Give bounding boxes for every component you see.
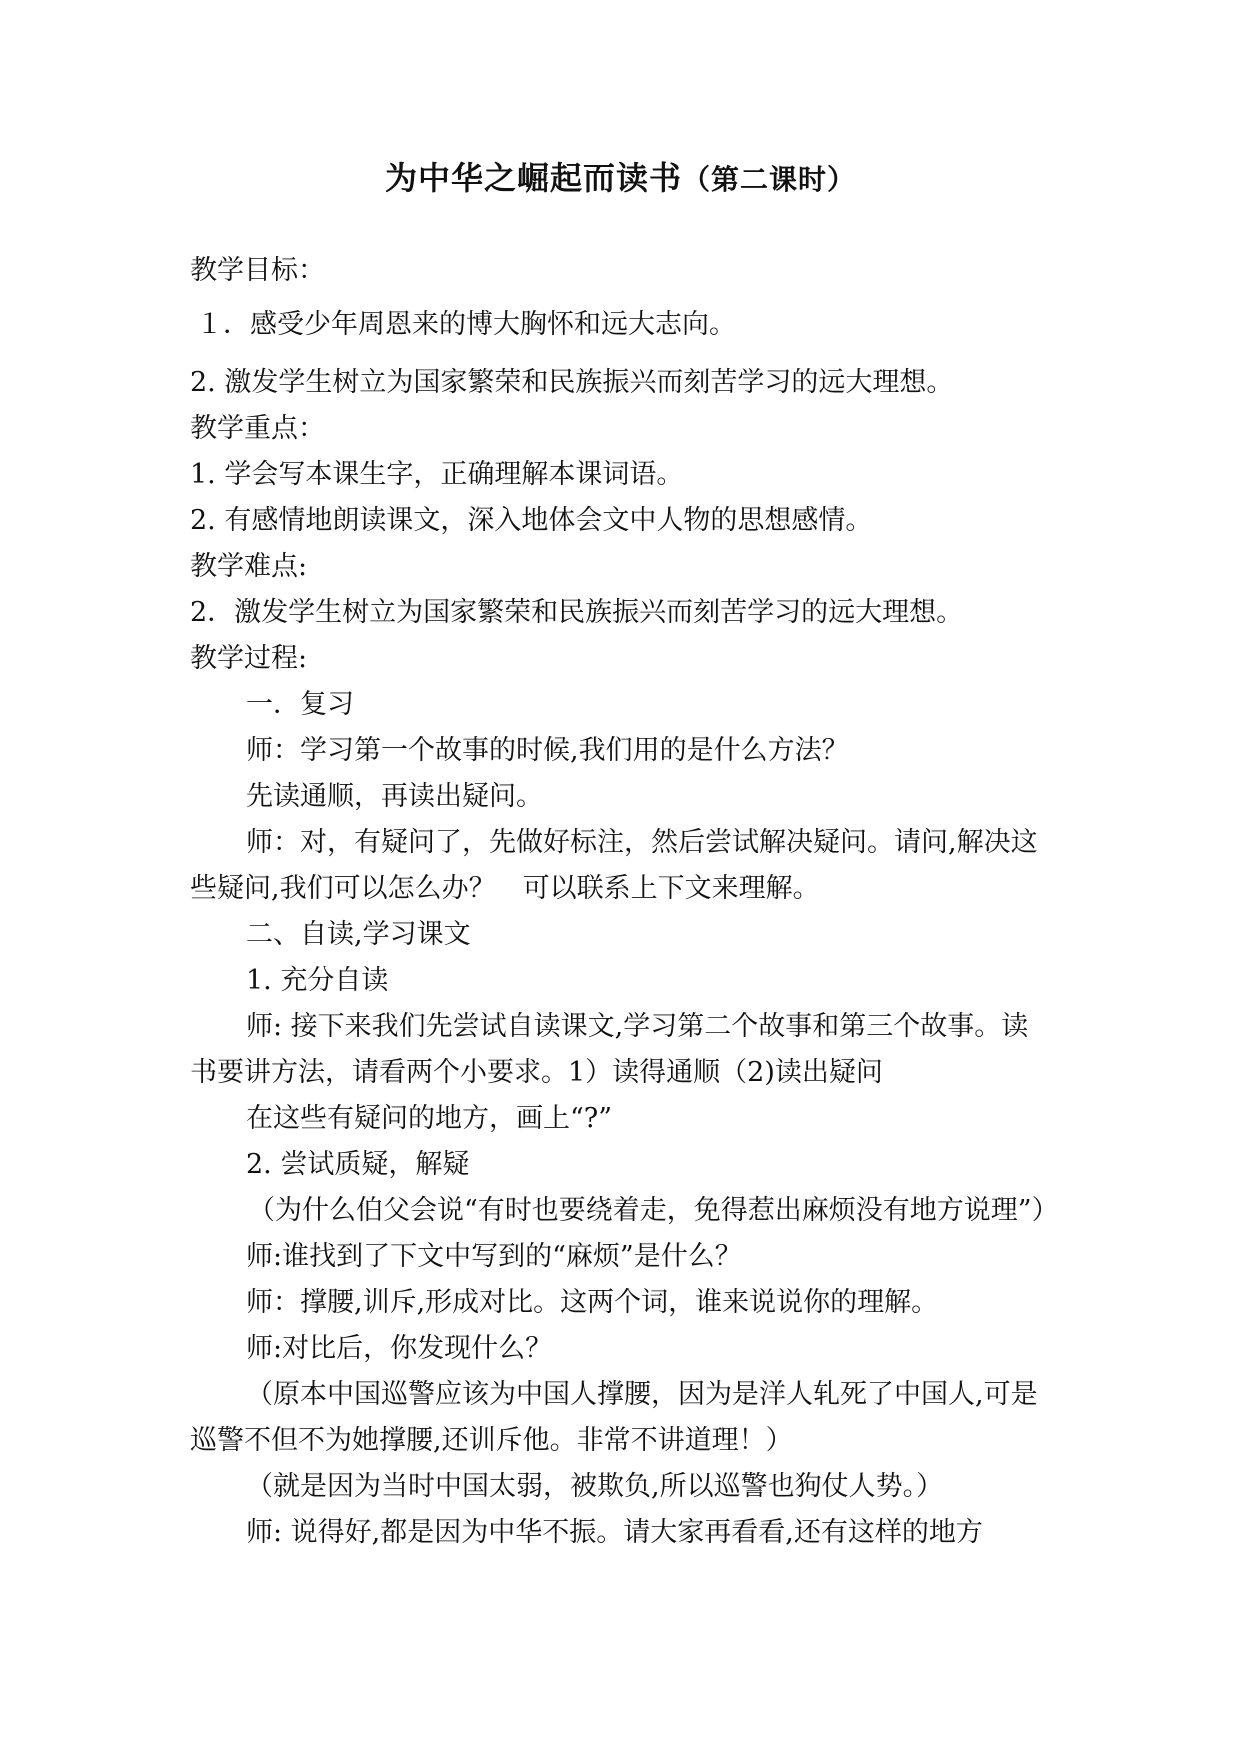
- heading-objectives: 教学目标：: [190, 255, 325, 286]
- heading-difficulties: 教学难点:: [190, 551, 308, 582]
- key-point-item-2: 2. 有感情地朗读课文，深入地体会文中人物的思想感情。: [190, 505, 873, 536]
- heading-process: 教学过程:: [190, 643, 308, 674]
- paragraph-answer-3: （就是因为当时中国太弱，被欺负,所以巡警也狗仗人势。）: [246, 1471, 944, 1502]
- title-sub: （第二课时）: [682, 163, 857, 196]
- paragraph-teacher-3: 师: 接下来我们先尝试自读课文,学习第二个故事和第三个故事。读书要讲方法，请看两个小要求。1）读得通顺（2)读出疑问: [190, 1011, 1029, 1088]
- paragraph-teacher-2: 师：对，有疑问了，先做好标注，然后尝试解决疑问。请问,解决这些疑问,我们可以怎么办？ 可以联系上下文来理解。: [190, 827, 1038, 904]
- objective-item-1: １．感受少年周恩来的博大胸怀和远大志向。: [196, 309, 736, 340]
- difficulty-item-2: 2．激发学生树立为国家繁荣和民族振兴而刻苦学习的远大理想。: [190, 597, 964, 628]
- section-self-reading: 二、自读,学习课文: [246, 919, 471, 950]
- title-main: 为中华之崛起而读书: [384, 159, 682, 197]
- paragraph-teacher-5: 师：撑腰,训斥,形成对比。这两个词，谁来说说你的理解。: [246, 1287, 939, 1318]
- key-point-item-1: 1. 学会写本课生字，正确理解本课词语。: [190, 459, 684, 490]
- paragraph-answer-1: 先读通顺，再读出疑问。: [246, 781, 543, 812]
- objective-item-2: 2. 激发学生树立为国家繁荣和民族振兴而刻苦学习的远大理想。: [190, 367, 954, 398]
- paragraph-teacher-4: 师:谁找到了下文中写到的“麻烦”是什么？: [246, 1241, 742, 1272]
- paragraph-question: （为什么伯父会说“有时也要绕着走，免得惹出麻烦没有地方说理”）: [248, 1195, 1059, 1226]
- document-body: [190, 248, 1059, 1556]
- paragraph-teacher-1: 师：学习第一个故事的时候,我们用的是什么方法？: [246, 735, 849, 766]
- subsection-2: 2. 尝试质疑，解疑: [246, 1149, 470, 1180]
- section-review: 一．复习: [246, 689, 354, 720]
- paragraph-instruction: 在这些有疑问的地方，画上“?”: [246, 1103, 613, 1134]
- heading-key-points: 教学重点：: [190, 413, 325, 444]
- paragraph-teacher-7: 师: 说得好,都是因为中华不振。请大家再看看,还有这样的地方: [246, 1517, 983, 1548]
- subsection-1: 1. 充分自读: [246, 965, 389, 996]
- paragraph-answer-2: （原本中国巡警应该为中国人撑腰，因为是洋人轧死了中国人,可是巡警不但不为她撑腰,还训斥他。非常不讲道理！）: [190, 1379, 1038, 1456]
- document-title: [0, 158, 1241, 200]
- paragraph-teacher-6: 师:对比后，你发现什么？: [246, 1333, 553, 1364]
